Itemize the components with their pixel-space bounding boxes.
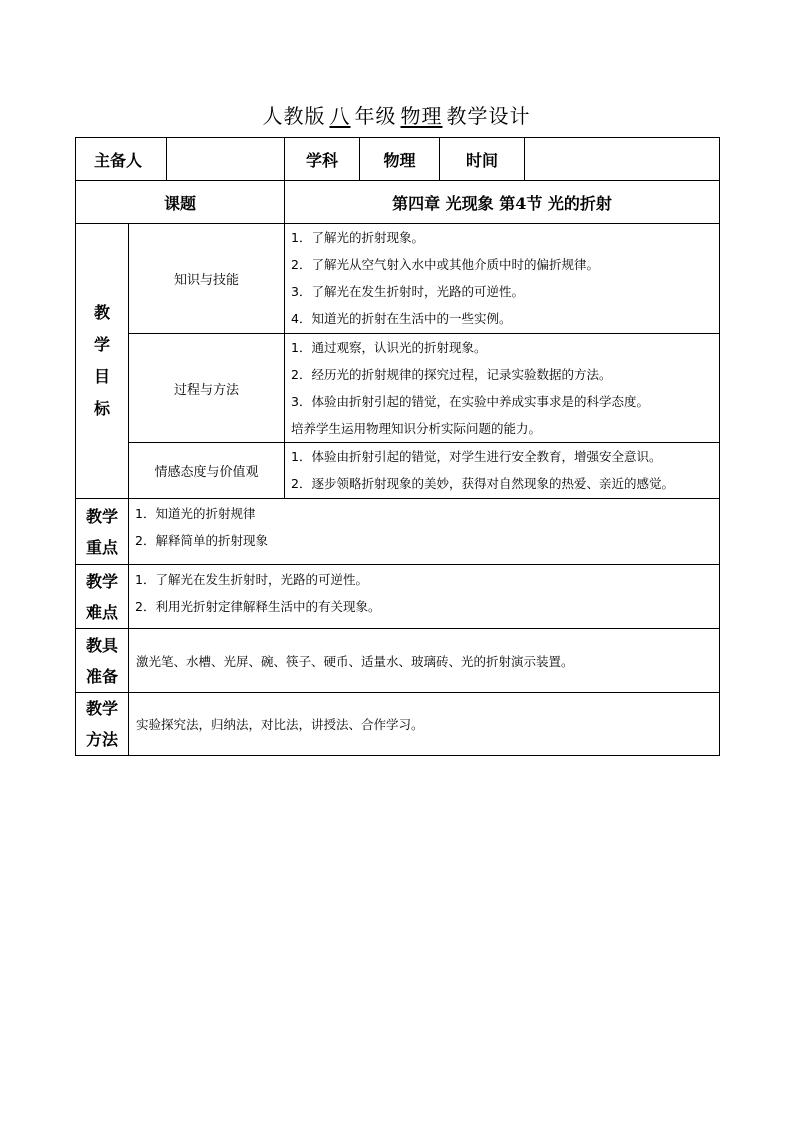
list-item: 2．经历光的折射规律的探究过程，记录实验数据的方法。	[291, 367, 612, 382]
list-item: 2．解释简单的折射现象	[135, 533, 268, 548]
list-item: 3．了解光在发生折射时，光路的可逆性。	[291, 284, 524, 299]
title-suffix: 教学设计	[446, 104, 531, 128]
topic-row	[76, 181, 720, 224]
key-points-label-line: 教学	[85, 506, 118, 526]
title-grade: 八	[329, 104, 351, 128]
list-item: 3．体验由折射引起的错觉，在实验中养成实事求是的科学态度。	[291, 394, 649, 409]
key-points-row	[76, 499, 720, 565]
methods-value: 实验探究法，归纳法，对比法，讲授法、合作学习。	[129, 693, 720, 756]
objectives-label-char: 目	[93, 367, 110, 386]
subject-value: 物理	[360, 138, 440, 181]
objectives-process-row	[76, 334, 720, 443]
methods-row	[76, 693, 720, 756]
list-item: 2．逐步领略折射现象的美妙，获得对自然现象的热爱、亲近的感觉。	[291, 476, 674, 491]
objectives-label-char: 标	[93, 399, 110, 418]
equipment-label-line: 准备	[85, 666, 118, 686]
equipment-value: 激光笔、水槽、光屏、碗、筷子、硬币、适量水、玻璃砖、光的折射演示装置。	[129, 629, 720, 693]
list-item: 培养学生运用物理知识分析实际问题的能力。	[291, 421, 542, 436]
list-item: 1．知道光的折射规律	[135, 506, 256, 521]
knowledge-skills-list	[285, 224, 720, 334]
equipment-label-line: 教具	[85, 635, 118, 655]
topic-label: 课题	[76, 181, 285, 224]
list-item: 1．体验由折射引起的错觉，对学生进行安全教育，增强安全意识。	[291, 449, 662, 464]
key-points-label-line: 重点	[85, 537, 118, 557]
list-item: 1．了解光的折射现象。	[291, 230, 424, 245]
time-label: 时间	[440, 138, 525, 181]
objectives-label	[76, 224, 129, 499]
difficulties-label-line: 教学	[85, 571, 118, 591]
attitude-values-list	[285, 443, 720, 499]
lead-teacher-label: 主备人	[76, 138, 167, 181]
title-grade-suffix: 年级	[354, 104, 397, 128]
process-methods-list	[285, 334, 720, 443]
lead-teacher-value	[167, 138, 285, 181]
difficulties-list	[129, 565, 720, 629]
time-value	[525, 138, 720, 181]
list-item: 2．了解光从空气射入水中或其他介质中时的偏折规律。	[291, 257, 599, 272]
methods-label	[76, 693, 129, 756]
list-item: 1．通过观察，认识光的折射现象。	[291, 340, 487, 355]
title-subject: 物理	[400, 104, 443, 128]
document-title	[0, 101, 793, 131]
objectives-attitude-row	[76, 443, 720, 499]
lesson-plan-table	[75, 137, 720, 756]
key-points-label	[76, 499, 129, 565]
subject-label: 学科	[285, 138, 360, 181]
knowledge-skills-label: 知识与技能	[129, 224, 285, 334]
difficulties-label	[76, 565, 129, 629]
process-methods-label: 过程与方法	[129, 334, 285, 443]
objectives-label-char: 教	[93, 303, 110, 322]
methods-label-line: 方法	[85, 730, 118, 749]
attitude-values-label: 情感态度与价值观	[129, 443, 285, 499]
title-prefix: 人教版	[262, 104, 326, 128]
header-row	[76, 138, 720, 181]
list-item: 4．知道光的折射在生活中的一些实例。	[291, 311, 512, 326]
list-item: 2．利用光折射定律解释生活中的有关现象。	[135, 599, 381, 614]
equipment-row	[76, 629, 720, 693]
difficulties-label-line: 难点	[85, 602, 118, 622]
difficulties-row	[76, 565, 720, 629]
topic-value: 第四章 光现象 第4节 光的折射	[285, 181, 720, 224]
objectives-label-char: 学	[93, 335, 110, 354]
objectives-knowledge-row	[76, 224, 720, 334]
list-item: 1．了解光在发生折射时，光路的可逆性。	[135, 572, 368, 587]
equipment-label	[76, 629, 129, 693]
methods-label-line: 教学	[85, 699, 118, 718]
key-points-list	[129, 499, 720, 565]
